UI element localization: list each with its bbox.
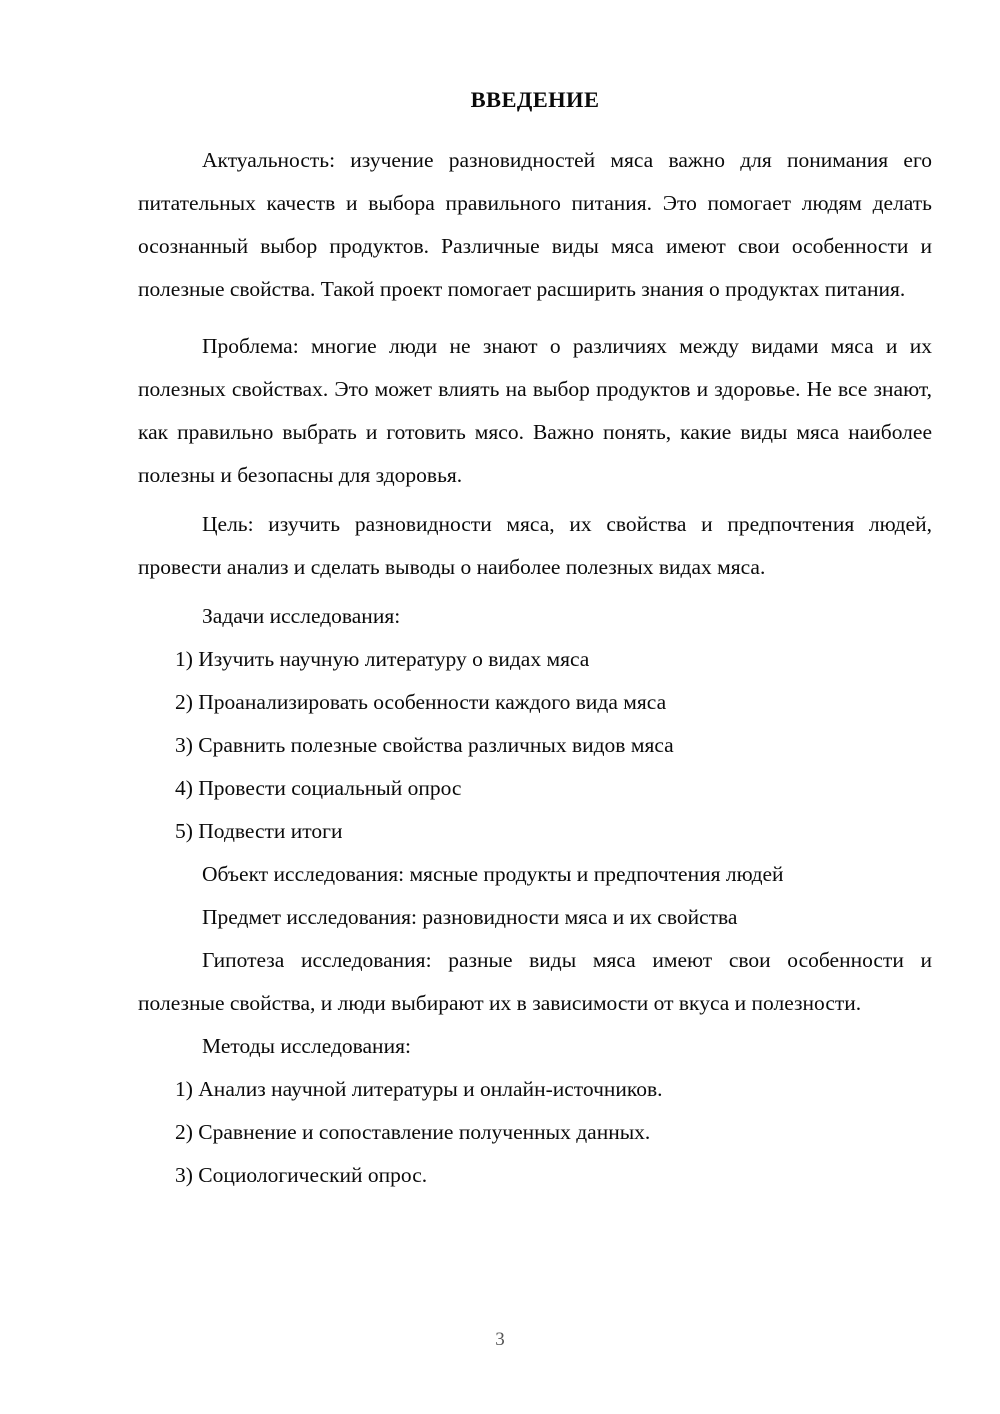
paragraph-hypothesis: Гипотеза исследования: разные виды мяса имеют свои особенности и полезные свойства, и люди выбирают их в зависимости от вкуса и полезности. — [138, 947, 932, 1015]
list-item: 1) Изучить научную литературу о видах мяса — [175, 646, 590, 671]
page-content — [138, 88, 932, 1197]
paragraph-gap — [138, 311, 932, 325]
research-object: Объект исследования: мясные продукты и предпочтения людей — [202, 861, 784, 886]
paragraph-relevance: Актуальность: изучение разновидностей мяса важно для понимания его питательных качеств и выбора правильного питания. Это помогает людям делать осознанный выбор продуктов. Различные виды мяса имеют свои особенности и полезные свойства. Такой проект помогает расширить знания о продуктах питания. — [138, 147, 932, 301]
list-item: 5) Подвести итоги — [175, 818, 343, 843]
list-item: 2) Проанализировать особенности каждого вида мяса — [175, 689, 667, 714]
list-item: 1) Анализ научной литературы и онлайн-источников. — [175, 1076, 663, 1101]
paragraph-goal: Цель: изучить разновидности мяса, их свойства и предпочтения людей, провести анализ и сделать выводы о наиболее полезных видах мяса. — [138, 511, 932, 579]
list-item: 2) Сравнение и сопоставление полученных данных. — [175, 1119, 651, 1144]
title-spacer — [138, 113, 932, 139]
page-title: ВВЕДЕНИЕ — [470, 87, 600, 112]
tasks-heading: Задачи исследования: — [202, 603, 401, 628]
page-number-footer: 3 — [495, 1329, 505, 1350]
methods-heading: Методы исследования: — [202, 1033, 411, 1058]
list-item: 3) Сравнить полезные свойства различных видов мяса — [175, 732, 674, 757]
list-item: 3) Социологический опрос. — [175, 1162, 428, 1187]
research-subject: Предмет исследования: разновидности мяса и их свойства — [202, 904, 738, 929]
list-item: 4) Провести социальный опрос — [175, 775, 462, 800]
paragraph-problem: Проблема: многие люди не знают о различиях между видами мяса и их полезных свойствах. Это может влиять на выбор продуктов и здоровье. Не все знают, как правильно выбрать и готовить мясо. Важно понять, какие виды мяса наиболее полезны и безопасны для здоровья. — [138, 333, 932, 487]
